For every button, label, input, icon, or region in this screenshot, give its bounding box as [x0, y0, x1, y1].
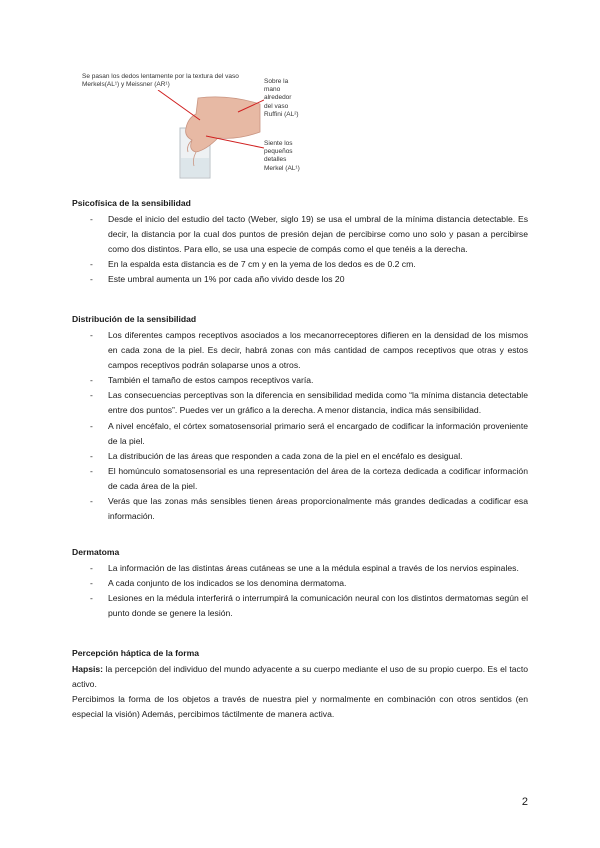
- hapsis-text: la percepción del individuo del mundo adyacente a su cuerpo mediante el uso de su propio cuerpo. Es el tacto activo.: [72, 664, 528, 690]
- caption-line: Siente los: [264, 140, 293, 147]
- list-item: - A cada conjunto de los indicados se los denomina dermatoma.: [72, 576, 528, 591]
- paragraph: Percibimos la forma de los objetos a través de nuestra piel y normalmente en combinación con otros sentidos (en especial la visión) Además, percibimos táctilmente de manera activa.: [72, 694, 528, 720]
- hapsis-term: Hapsis:: [72, 664, 104, 674]
- list-item: - Los diferentes campos receptivos asociados a los mecanorreceptores difieren en la densidad de los mismos en cada zona de la piel. Es decir, habrá zonas con más cantidad de campos receptivos que otras y estos campos receptivos podrán solaparse unos a otros.: [72, 328, 528, 373]
- section-psicofisica: [72, 198, 528, 287]
- arrow-line: [158, 90, 200, 120]
- caption-line: Merkels(AL¹) y Meissner (AR¹): [82, 81, 170, 89]
- hand: [186, 97, 260, 152]
- list-item: - Desde el inicio del estudio del tacto (Weber, siglo 19) se usa el umbral de la mínima distancia detectable. Es decir, la distancia por la cual dos puntos de presión dejan de percibirse como uno solo y pasan a percibirse como dos distintos. Para ello, se usa una especie de compás como el que tenéis a la derecha.: [72, 212, 528, 257]
- list-item: - En la espalda esta distancia es de 7 cm y en la yema de los dedos es de 0.2 cm.: [72, 257, 528, 272]
- list-item: - Este umbral aumenta un 1% por cada año vivido desde los 20: [72, 272, 528, 287]
- section-distribucion: [72, 314, 528, 524]
- caption-line: Se pasan los dedos lentamente por la textura del vaso: [82, 73, 239, 80]
- section-title: Psicofísica de la sensibilidad: [72, 198, 191, 208]
- list-item: - Las consecuencias perceptivas son la diferencia en sensibilidad medida como “la mínima distancia detectable entre dos puntos”. Puedes ver un gráfico a la derecha. A menor distancia, indica más sensibilidad.: [72, 388, 528, 418]
- page-number: 2: [521, 796, 528, 808]
- figure-caption-right-1: [264, 78, 324, 119]
- list-item: - La distribución de las áreas que responden a cada zona de la piel en el encéfalo es desigual.: [72, 449, 528, 464]
- section-dermatoma: [72, 547, 528, 621]
- glass-water: [181, 158, 209, 177]
- caption-line: del vaso: [264, 102, 289, 110]
- caption-line: Merkel (AL¹): [264, 164, 300, 172]
- hapsis-definition: [72, 662, 528, 692]
- list-item: - El homúnculo somatosensorial es una representación del área de la corteza dedicada a codificar información de cada área de la piel.: [72, 464, 528, 494]
- caption-line: Ruffini (AL²): [264, 110, 299, 118]
- list-item: - También el tamaño de estos campos receptivos varía.: [72, 373, 528, 388]
- caption-line: pequeños: [264, 148, 293, 156]
- caption-line: detalles: [264, 156, 287, 164]
- caption-line: mano: [264, 86, 281, 94]
- figure-caption-top: [82, 73, 252, 89]
- bullet-list: [72, 561, 528, 621]
- bullet-list: [72, 328, 528, 524]
- list-item: - La información de las distintas áreas cutáneas se une a la médula espinal a través de los nervios espinales.: [72, 561, 528, 576]
- section-haptica: [72, 648, 528, 722]
- list-item: - Lesiones en la médula interferirá o interrumpirá la comunicación neural con los distintos dermatomas según el punto donde se genere la lesión.: [72, 591, 528, 621]
- section-title: Percepción háptica de la forma: [72, 648, 200, 658]
- figure-caption-right-2: [264, 140, 324, 173]
- section-title: Distribución de la sensibilidad: [72, 314, 197, 324]
- section-title: Dermatoma: [72, 547, 120, 557]
- list-item: - Verás que las zonas más sensibles tienen áreas proporcionalmente más grandes dedicadas a codificar esa información.: [72, 494, 528, 524]
- hand-glass-illustration: [88, 90, 264, 182]
- hand-glass-figure: [82, 72, 320, 180]
- list-item: - A nivel encéfalo, el córtex somatosensorial primario será el encargado de codificar la información proveniente de la piel.: [72, 419, 528, 449]
- caption-line: alrededor: [264, 94, 292, 102]
- caption-line: Sobre la: [264, 78, 289, 85]
- bullet-list: [72, 212, 528, 287]
